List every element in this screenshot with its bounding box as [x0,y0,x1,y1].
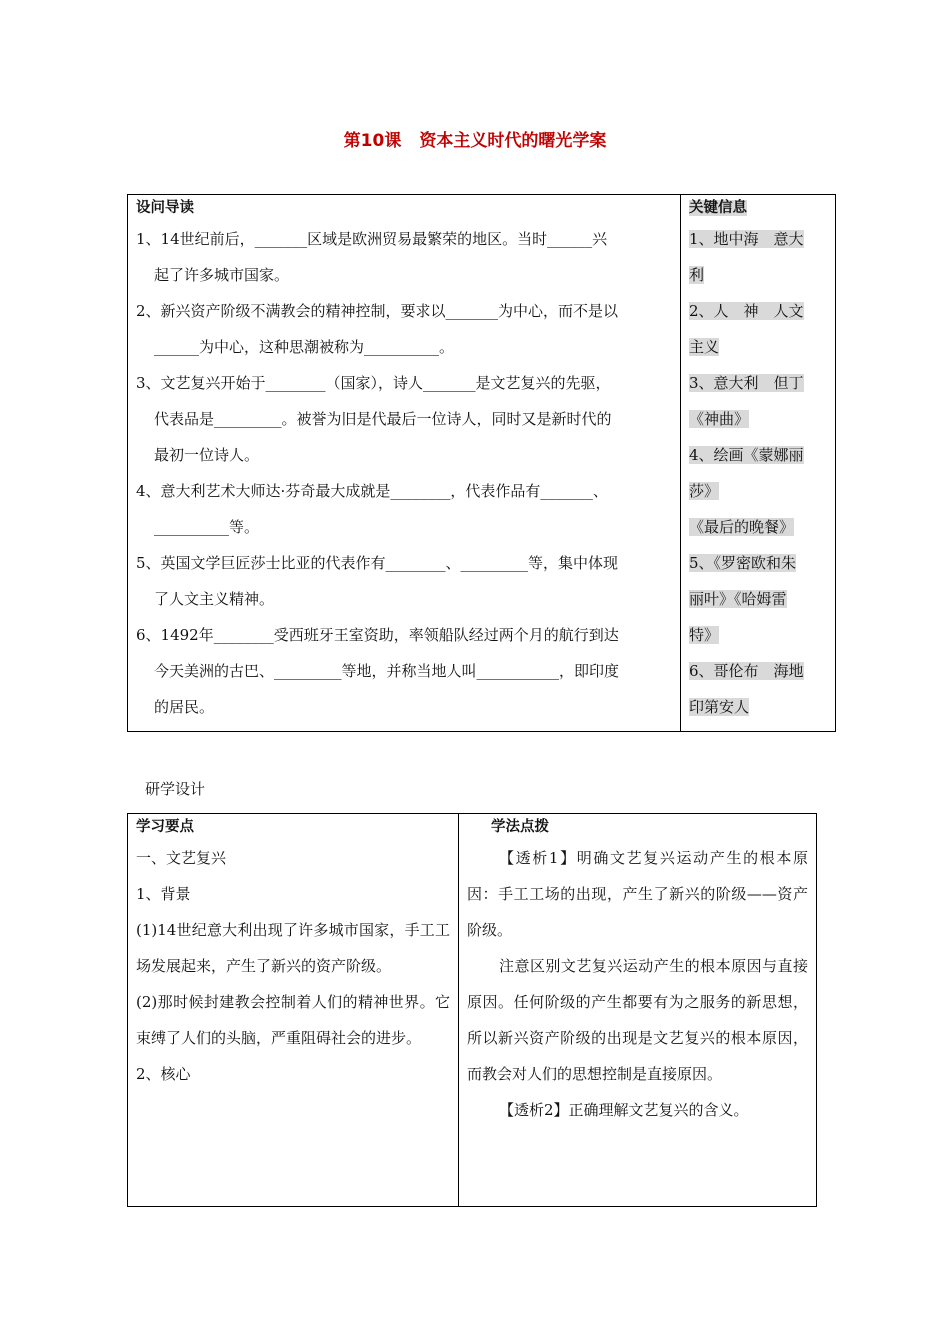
key-info-line [689,437,827,473]
study-line: 2、核心 [136,1065,191,1083]
guide-heading: 设问导读 [136,200,194,216]
guide-line: 2、新兴资产阶级不满教会的精神控制，要求以_______为中心，而不是以 [136,302,619,320]
guide-line: 代表品是_________。被誉为旧是代最后一位诗人，同时又是新时代的 [154,410,612,428]
guide-line: 最初一位诗人。 [154,446,260,464]
study-points-cell [128,814,459,1207]
guide-line: 4、意大利艺术大师达·芬奇最大成就是________，代表作品有_______、 [136,482,608,500]
key-info-text: 主义 [689,338,720,356]
key-info-line [689,257,827,293]
key-info-text: 3、意大利 但丁 [689,374,804,392]
key-info-line [689,581,827,617]
study-table [127,813,817,1207]
key-info-line [689,473,827,509]
key-info-line [689,221,827,257]
key-info-text: 5、《罗密欧和朱 [689,554,797,572]
key-info-line [689,293,827,329]
method-cell [459,814,817,1207]
key-info-text: 印第安人 [689,698,750,716]
study-line: 一、文艺复兴 [136,849,227,867]
key-info-heading [689,195,827,221]
key-info-line [689,401,827,437]
guide-line: 了人文主义精神。 [154,590,275,608]
key-info-text: 1、地中海 意大 [689,230,804,248]
key-info-text: 特》 [689,626,720,644]
guide-cell [128,195,681,732]
section-label: 研学设计 [145,780,206,798]
method-heading: 学法点拨 [491,819,549,835]
key-info-text: 《最后的晚餐》 [689,518,795,536]
key-info-text: 丽叶》《哈姆雷 [689,590,787,608]
key-info-text: 《神曲》 [689,410,750,428]
method-paragraph: 【透析2】正确理解文艺复兴的含义。 [499,1101,749,1119]
study-heading: 学习要点 [136,819,194,835]
key-info-line [689,545,827,581]
guide-line: __________等。 [154,518,260,536]
key-info-line [689,617,827,653]
lesson-number: 第10课 [343,131,402,151]
key-info-cell [681,195,836,732]
study-line: 1、背景 [136,885,191,903]
guide-table [127,194,836,732]
key-info-line [689,653,827,689]
key-info-text: 6、哥伦布 海地 [689,662,804,680]
study-line: (1)14世纪意大利出现了许多城市国家，手工工场发展起来，产生了新兴的资产阶级。 [136,921,450,975]
guide-line: 3、文艺复兴开始于________（国家），诗人_______是文艺复兴的先驱， [136,374,611,392]
key-info-line [689,509,827,545]
key-info-text: 莎》 [689,482,720,500]
study-line: (2)那时候封建教会控制着人们的精神世界。它束缚了人们的头脑，严重阻碍社会的进步。 [136,993,450,1047]
guide-line: ______为中心，这种思潮被称为__________。 [154,338,455,356]
guide-line: 6、1492年________受西班牙王室资助，率领船队经过两个月的航行到达 [136,626,619,644]
method-paragraph: 【透析1】明确文艺复兴运动产生的根本原因：手工工场的出现，产生了新兴的阶级——资产阶级。 [467,849,808,939]
key-info-line [689,329,827,365]
method-paragraph: 注意区别文艺复兴运动产生的根本原因与直接原因。任何阶级的产生都要有为之服务的新思想，所以新兴资产阶级的出现是文艺复兴的根本原因，而教会对人们的思想控制是直接原因。 [467,957,808,1083]
key-info-line [689,365,827,401]
key-info-text: 4、绘画《蒙娜丽 [689,446,804,464]
lesson-name: 资本主义时代的曙光学案 [419,131,607,151]
guide-line: 的居民。 [154,698,215,716]
guide-line: 今天美洲的古巴、_________等地，并称当地人叫___________，即印度 [154,662,620,680]
key-info-line [689,689,827,725]
guide-line: 5、英国文学巨匠莎士比亚的代表作有________、_________等，集中体现 [136,554,619,572]
guide-line: 1、14世纪前后，_______区域是欧洲贸易最繁荣的地区。当时______兴 [136,230,608,248]
page-title [0,126,950,151]
guide-line: 起了许多城市国家。 [154,266,290,284]
key-info-text: 2、人 神 人文 [689,302,804,320]
key-info-heading-text: 关键信息 [689,200,747,216]
key-info-text: 利 [689,266,705,284]
